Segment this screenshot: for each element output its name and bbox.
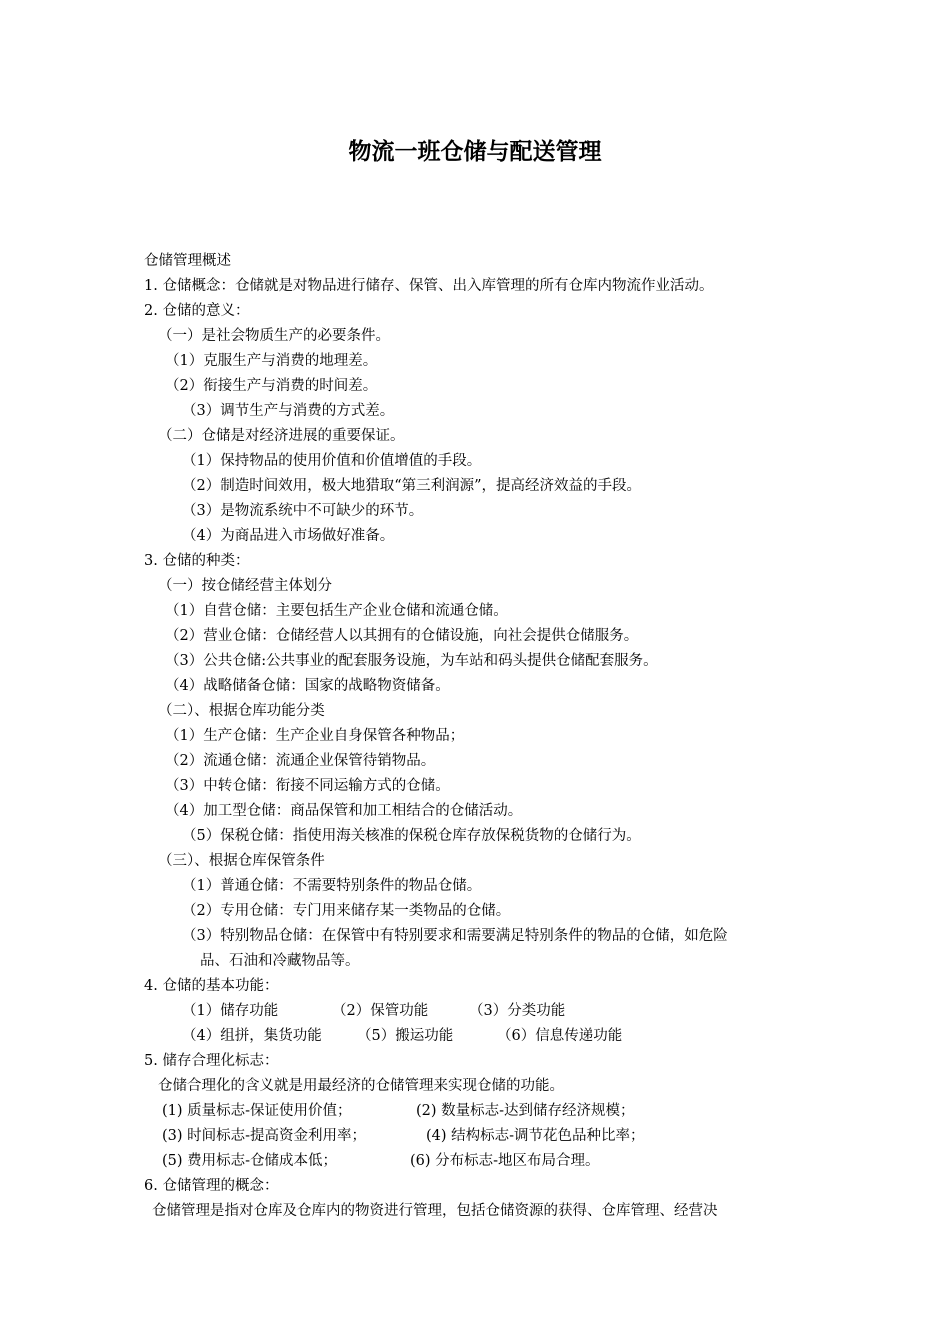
list-item: （4）为商品进入市场做好准备。: [182, 528, 395, 544]
function-item: （2）保管功能: [332, 1003, 429, 1019]
list-item: （1）保持物品的使用价值和价值增值的手段。: [182, 453, 482, 469]
list-item: （2）专用仓储：专门用来储存某一类物品的仓储。: [182, 903, 511, 919]
numbered-heading: 6. 仓储管理的概念：: [144, 1178, 279, 1194]
list-item: （4）战略储备仓储：国家的战略物资储备。: [165, 678, 450, 694]
function-item: （4）组拼，集货功能: [182, 1028, 322, 1044]
list-item: （4）加工型仓储：商品保管和加工相结合的仓储活动。: [165, 803, 523, 819]
sub-heading: （一）按仓储经营主体划分: [158, 578, 332, 594]
function-item: （6）信息传递功能: [497, 1028, 623, 1044]
list-item: （3）是物流系统中不可缺少的环节。: [182, 503, 424, 519]
sub-heading: （二）仓储是对经济进展的重要保证。: [158, 428, 405, 444]
numbered-heading: 4. 仓储的基本功能：: [144, 978, 279, 994]
function-item: （1）储存功能: [182, 1003, 279, 1019]
mark-item: (1) 质量标志-保证使用价值；: [162, 1103, 352, 1119]
list-item: （2）衔接生产与消费的时间差。: [165, 378, 378, 394]
sub-heading: （二）、根据仓库功能分类: [158, 703, 325, 719]
list-item: （2）营业仓储：仓储经营人以其拥有的仓储设施，向社会提供仓储服务。: [165, 628, 639, 644]
mark-row-2: [162, 1127, 645, 1145]
list-item: （2）流通仓储：流通企业保管待销物品。: [165, 753, 436, 769]
numbered-heading: 3. 仓储的种类：: [144, 553, 250, 569]
mark-item: (6) 分布标志-地区布局合理。: [410, 1153, 600, 1169]
function-item: （3）分类功能: [469, 1003, 566, 1019]
list-item-continuation: 品、石油和冷藏物品等。: [200, 953, 360, 969]
mark-item: (2) 数量标志-达到储存经济规模；: [416, 1103, 635, 1119]
list-item: （1）普通仓储：不需要特别条件的物品仓储。: [182, 878, 482, 894]
paragraph: 仓储管理是指对仓库及仓库内的物资进行管理，包括仓储资源的获得、仓库管理、经营决: [152, 1203, 718, 1219]
list-item: （1）克服生产与消费的地理差。: [165, 353, 378, 369]
document-title: 物流一班仓储与配送管理: [348, 138, 602, 165]
list-item: （3）特别物品仓储：在保管中有特别要求和需要满足特别条件的物品的仓储，如危险: [182, 928, 728, 944]
list-item: （1）生产仓储：生产企业自身保管各种物品；: [165, 728, 465, 744]
numbered-heading: 2. 仓储的意义：: [144, 303, 250, 319]
list-item: （5）保税仓储：指使用海关核准的保税仓库存放保税货物的仓储行为。: [182, 828, 641, 844]
section-heading: 仓储管理概述: [144, 253, 231, 269]
list-item: （3）公共仓储:公共事业的配套服务设施，为车站和码头提供仓储配套服务。: [165, 653, 658, 669]
mark-item: (5) 费用标志-仓储成本低；: [162, 1153, 338, 1169]
mark-row-3: [162, 1152, 600, 1170]
list-item: （3）调节生产与消费的方式差。: [182, 403, 395, 419]
sub-heading: （三）、根据仓库保管条件: [158, 853, 325, 869]
mark-item: (4) 结构标志-调节花色品种比率；: [426, 1128, 645, 1144]
sub-heading: （一）是社会物质生产的必要条件。: [158, 328, 390, 344]
paragraph: 仓储合理化的含义就是用最经济的仓储管理来实现仓储的功能。: [158, 1078, 564, 1094]
mark-item: (3) 时间标志-提高资金利用率；: [162, 1128, 367, 1144]
list-item: （1）自营仓储：主要包括生产企业仓储和流通仓储。: [165, 603, 508, 619]
paragraph: 1. 仓储概念：仓储就是对物品进行储存、保管、出入库管理的所有仓库内物流作业活动。: [144, 278, 714, 294]
function-row-1: [182, 1002, 565, 1020]
mark-row-1: [162, 1102, 635, 1120]
list-item: （3）中转仓储：衔接不同运输方式的仓储。: [165, 778, 450, 794]
function-item: （5）搬运功能: [357, 1028, 454, 1044]
list-item: （2）制造时间效用，极大地猎取“第三利润源”，提高经济效益的手段。: [182, 478, 642, 494]
numbered-heading: 5. 储存合理化标志：: [144, 1053, 279, 1069]
function-row-2: [182, 1027, 622, 1045]
